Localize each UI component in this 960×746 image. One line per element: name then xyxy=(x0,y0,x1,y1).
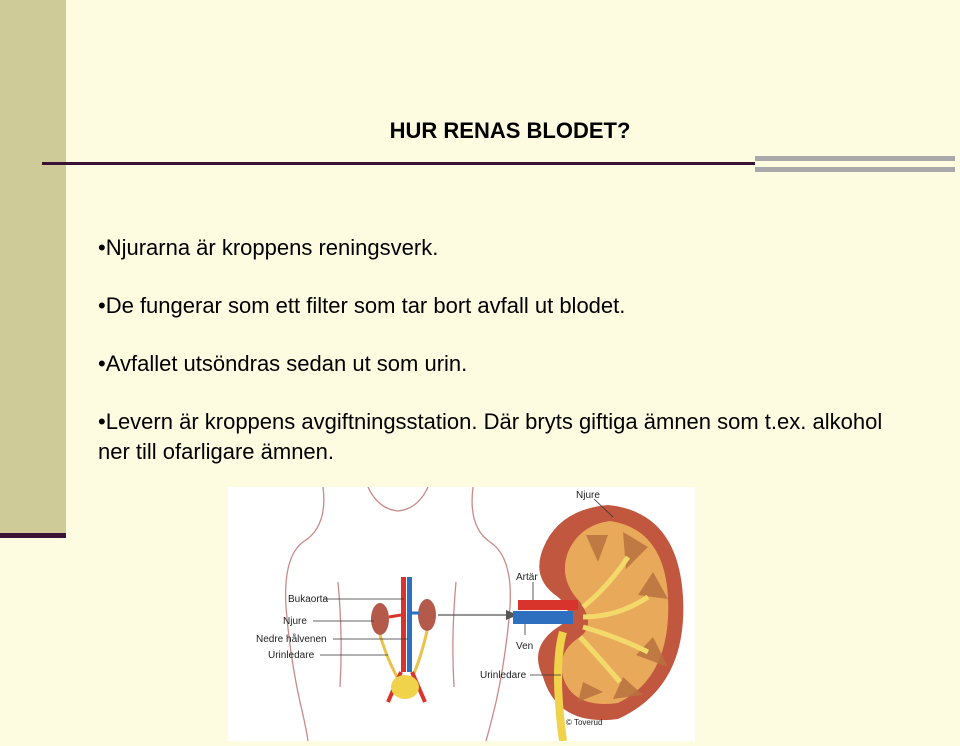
label-njure-top: Njure xyxy=(576,490,600,501)
title-rule-accent xyxy=(755,156,955,172)
kidney-cross-section xyxy=(513,505,683,741)
arrow-icon xyxy=(438,610,518,620)
label-artar: Artär xyxy=(516,572,538,583)
bullet-list xyxy=(98,233,898,495)
label-ven: Ven xyxy=(516,641,534,652)
title-rule xyxy=(42,162,755,165)
label-nedre-halvenen: Nedre hålvenen xyxy=(256,634,327,645)
slide-title: HUR RENAS BLODET? xyxy=(389,118,631,143)
left-sidebar xyxy=(0,0,66,533)
label-urinledare-left: Urinledare xyxy=(268,650,315,661)
bullet-item: •Njurarna är kroppens reningsverk. xyxy=(98,235,439,260)
label-njure-left: Njure xyxy=(283,616,307,627)
bullet-item: •Levern är kroppens avgiftningsstation. Där bryts giftiga ämnen som t.ex. alkohol ner till ofarligare ämnen. xyxy=(98,409,883,464)
sidebar-underline xyxy=(0,533,66,538)
kidney-illustration xyxy=(228,487,695,741)
leader-lines xyxy=(313,599,408,655)
bullet-item: •Avfallet utsöndras sedan ut som urin. xyxy=(98,351,468,376)
copyright-text: © Toverud xyxy=(566,718,603,727)
label-bukaorta: Bukaorta xyxy=(288,594,329,605)
label-urinledare-right: Urinledare xyxy=(480,670,527,681)
bullet-item: •De fungerar som ett filter som tar bort avfall ut blodet. xyxy=(98,293,626,318)
small-kidney-system xyxy=(371,577,436,702)
